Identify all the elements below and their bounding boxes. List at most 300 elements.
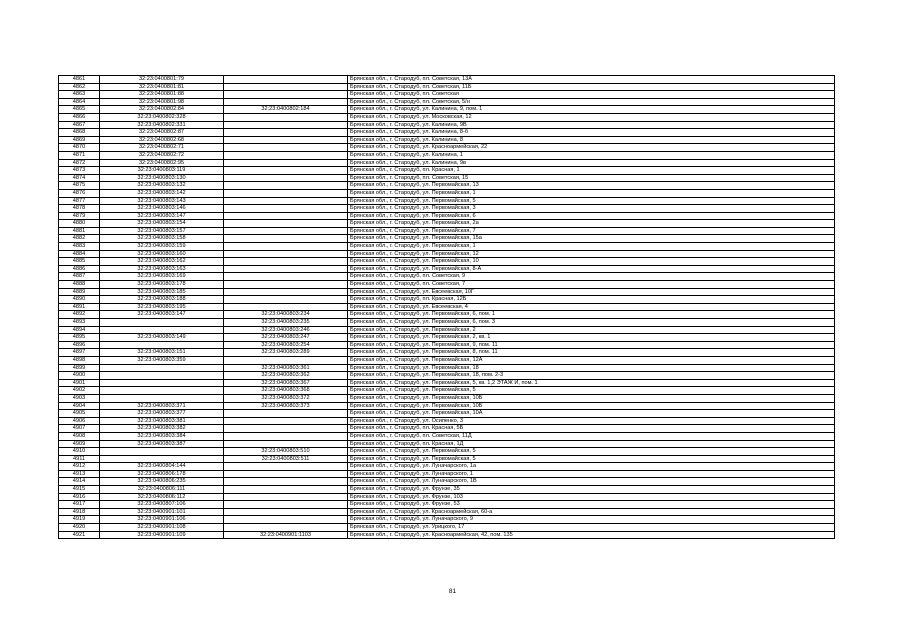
row-number-cell: 4870 — [59, 144, 100, 152]
cadastral-number-cell: 32:23:0400806:235 — [100, 478, 224, 486]
row-number-cell: 4884 — [59, 250, 100, 258]
building-number-cell — [224, 250, 348, 258]
address-cell: Брянская обл., г. Стародуб, пл. Советская, 11Б — [348, 83, 835, 91]
address-cell: Брянская обл., г. Стародуб, ул. Первомайская, 5 — [348, 387, 835, 395]
cadastral-number-cell: 32:23:0400803:185 — [100, 288, 224, 296]
cadastral-number-cell — [100, 394, 224, 402]
address-cell: Брянская обл., г. Стародуб, пл. Советская, 15 — [348, 174, 835, 182]
table-row — [59, 129, 835, 137]
address-cell: Брянская обл., г. Стародуб, ул. Первомайская, 8, пом. 11 — [348, 349, 835, 357]
address-cell: Брянская обл., г. Стародуб, ул. Красноармейская, 42, пом. 135 — [348, 531, 835, 539]
cadastral-table-body — [59, 76, 835, 539]
cadastral-number-cell: 32:23:0400802:71 — [100, 144, 224, 152]
address-cell: Брянская обл., г. Стародуб, ул. Луначарского, 1 — [348, 470, 835, 478]
cadastral-number-cell — [100, 364, 224, 372]
table-row — [59, 531, 835, 539]
address-cell: Брянская обл., г. Стародуб, ул. Первомайская, 12А — [348, 356, 835, 364]
building-number-cell — [224, 470, 348, 478]
table-row — [59, 136, 835, 144]
building-number-cell — [224, 235, 348, 243]
cadastral-number-cell — [100, 455, 224, 463]
row-number-cell: 4900 — [59, 372, 100, 380]
cadastral-number-cell: 32:23:0400804:144 — [100, 463, 224, 471]
table-row — [59, 227, 835, 235]
address-cell: Брянская обл., г. Стародуб, ул. Красноармейская, 22 — [348, 144, 835, 152]
table-row — [59, 394, 835, 402]
cadastral-number-cell — [100, 379, 224, 387]
row-number-cell: 4871 — [59, 151, 100, 159]
building-number-cell — [224, 174, 348, 182]
address-cell: Брянская обл., г. Стародуб, ул. Первомайская, 10 — [348, 258, 835, 266]
row-number-cell: 4897 — [59, 349, 100, 357]
row-number-cell: 4901 — [59, 379, 100, 387]
address-cell: Брянская обл., г. Стародуб, ул. Калинина, 9в — [348, 159, 835, 167]
building-number-cell — [224, 167, 348, 175]
building-number-cell — [224, 182, 348, 190]
building-number-cell — [224, 113, 348, 121]
building-number-cell: 32:23:0400803:254 — [224, 341, 348, 349]
building-number-cell — [224, 432, 348, 440]
cadastral-number-cell: 32:23:0400801:88 — [100, 91, 224, 99]
cadastral-number-cell: 32:23:0400803:377 — [100, 410, 224, 418]
building-number-cell — [224, 296, 348, 304]
address-cell: Брянская обл., г. Стародуб, пл. Советская, 11Д — [348, 432, 835, 440]
address-cell: Брянская обл., г. Стародуб, ул. Московская, 12 — [348, 113, 835, 121]
table-row — [59, 296, 835, 304]
building-number-cell — [224, 417, 348, 425]
table-row — [59, 341, 835, 349]
row-number-cell: 4898 — [59, 356, 100, 364]
table-row — [59, 83, 835, 91]
table-row — [59, 212, 835, 220]
table-row — [59, 76, 835, 84]
row-number-cell: 4862 — [59, 83, 100, 91]
cadastral-number-cell: 32:23:0400803:130 — [100, 174, 224, 182]
building-number-cell — [224, 501, 348, 509]
table-row — [59, 470, 835, 478]
cadastral-number-cell — [100, 372, 224, 380]
address-cell: Брянская обл., г. Стародуб, пл. Красная, 5Б — [348, 425, 835, 433]
cadastral-number-cell: 32:23:0400801:98 — [100, 98, 224, 106]
table-row — [59, 265, 835, 273]
row-number-cell: 4919 — [59, 516, 100, 524]
row-number-cell: 4914 — [59, 478, 100, 486]
row-number-cell: 4916 — [59, 493, 100, 501]
table-row — [59, 167, 835, 175]
building-number-cell — [224, 129, 348, 137]
building-number-cell: 32:23:0400803:510 — [224, 448, 348, 456]
building-number-cell — [224, 486, 348, 494]
address-cell: Брянская обл., г. Стародуб, ул. Урицкого, 17 — [348, 524, 835, 532]
cadastral-number-cell: 32:23:0400803:157 — [100, 227, 224, 235]
row-number-cell: 4894 — [59, 326, 100, 334]
row-number-cell: 4874 — [59, 174, 100, 182]
address-cell: Брянская обл., г. Стародуб, ул. Первомайская, 5 — [348, 455, 835, 463]
cadastral-number-cell: 32:23:0400901:106 — [100, 516, 224, 524]
row-number-cell: 4905 — [59, 410, 100, 418]
table-row — [59, 432, 835, 440]
row-number-cell: 4920 — [59, 524, 100, 532]
building-number-cell — [224, 508, 348, 516]
cadastral-number-cell: 32:23:0400806:112 — [100, 493, 224, 501]
row-number-cell: 4912 — [59, 463, 100, 471]
address-cell: Брянская обл., г. Стародуб, пл. Красная, 1Д — [348, 440, 835, 448]
cadastral-number-cell: 32:23:0400803:149 — [100, 334, 224, 342]
cadastral-number-cell: 32:23:0400803:154 — [100, 220, 224, 228]
cadastral-number-cell — [100, 341, 224, 349]
table-row — [59, 121, 835, 129]
address-cell: Брянская обл., г. Стародуб, пл. Красная, 1 — [348, 167, 835, 175]
address-cell: Брянская обл., г. Стародуб, ул. Луначарского, 1В — [348, 478, 835, 486]
address-cell: Брянская обл., г. Стародуб, ул. Первомайская, 5 — [348, 197, 835, 205]
cadastral-table — [58, 75, 835, 539]
table-row — [59, 303, 835, 311]
address-cell: Брянская обл., г. Стародуб, ул. Первомайская, 10Б — [348, 394, 835, 402]
table-row — [59, 144, 835, 152]
building-number-cell — [224, 425, 348, 433]
cadastral-number-cell: 32:23:0400802:72 — [100, 151, 224, 159]
building-number-cell — [224, 159, 348, 167]
address-cell: Брянская обл., г. Стародуб, ул. Первомайская, 12 — [348, 250, 835, 258]
table-row — [59, 478, 835, 486]
building-number-cell: 32:23:0400803:372 — [224, 394, 348, 402]
building-number-cell: 32:23:0400803:361 — [224, 364, 348, 372]
table-row — [59, 417, 835, 425]
row-number-cell: 4910 — [59, 448, 100, 456]
row-number-cell: 4865 — [59, 106, 100, 114]
row-number-cell: 4918 — [59, 508, 100, 516]
address-cell: Брянская обл., г. Стародуб, ул. Первомайская, 2, кв. 1 — [348, 334, 835, 342]
row-number-cell: 4891 — [59, 303, 100, 311]
cadastral-number-cell: 32:23:0400803:178 — [100, 281, 224, 289]
building-number-cell — [224, 303, 348, 311]
building-number-cell: 32:23:0400803:511 — [224, 455, 348, 463]
building-number-cell: 32:23:0400901:1103 — [224, 531, 348, 539]
row-number-cell: 4887 — [59, 273, 100, 281]
address-cell: Брянская обл., г. Стародуб, ул. Первомайская, 10А — [348, 410, 835, 418]
row-number-cell: 4867 — [59, 121, 100, 129]
cadastral-number-cell: 32:23:0400803:147 — [100, 311, 224, 319]
building-number-cell — [224, 356, 348, 364]
address-cell: Брянская обл., г. Стародуб, ул. Первомайская, 6 — [348, 212, 835, 220]
building-number-cell — [224, 227, 348, 235]
cadastral-number-cell: 32:23:0400803:195 — [100, 303, 224, 311]
row-number-cell: 4878 — [59, 205, 100, 213]
address-cell: Брянская обл., г. Стародуб, ул. Первомайская, 1 — [348, 189, 835, 197]
table-row — [59, 235, 835, 243]
table-row — [59, 524, 835, 532]
table-row — [59, 243, 835, 251]
address-cell: Брянская обл., г. Стародуб, ул. Первомайская, 2а — [348, 220, 835, 228]
cadastral-number-cell: 32:23:0400802:328 — [100, 113, 224, 121]
cadastral-number-cell: 32:23:0400802:87 — [100, 129, 224, 137]
row-number-cell: 4899 — [59, 364, 100, 372]
building-number-cell — [224, 205, 348, 213]
building-number-cell — [224, 91, 348, 99]
cadastral-number-cell: 32:23:0400806:178 — [100, 470, 224, 478]
row-number-cell: 4876 — [59, 189, 100, 197]
building-number-cell: 32:23:0400803:235 — [224, 319, 348, 327]
address-cell: Брянская обл., г. Стародуб, ул. Луначарского, 1а — [348, 463, 835, 471]
address-cell: Брянская обл., г. Стародуб, ул. Первомайская, 10Б — [348, 402, 835, 410]
row-number-cell: 4868 — [59, 129, 100, 137]
building-number-cell: 32:23:0400803:246 — [224, 326, 348, 334]
address-cell: Брянская обл., г. Стародуб, ул. Осипенко, 3 — [348, 417, 835, 425]
table-row — [59, 334, 835, 342]
cadastral-number-cell: 32:23:0400803:147 — [100, 212, 224, 220]
address-cell: Брянская обл., г. Стародуб, пл. Советская — [348, 91, 835, 99]
address-cell: Брянская обл., г. Стародуб, ул. Первомайская, 1 — [348, 243, 835, 251]
row-number-cell: 4888 — [59, 281, 100, 289]
table-row — [59, 349, 835, 357]
cadastral-number-cell: 32:23:0400806:111 — [100, 486, 224, 494]
row-number-cell: 4911 — [59, 455, 100, 463]
cadastral-number-cell: 32:23:0400803:382 — [100, 425, 224, 433]
address-cell: Брянская обл., г. Стародуб, пл. Советская, 13А — [348, 76, 835, 84]
cadastral-number-cell: 32:23:0400802:84 — [100, 106, 224, 114]
table-row — [59, 220, 835, 228]
building-number-cell — [224, 220, 348, 228]
cadastral-number-cell — [100, 448, 224, 456]
table-row — [59, 486, 835, 494]
address-cell: Брянская обл., г. Стародуб, ул. Первомайская, 18, пом. 2-3 — [348, 372, 835, 380]
cadastral-number-cell: 32:23:0400803:143 — [100, 197, 224, 205]
table-row — [59, 91, 835, 99]
table-row — [59, 174, 835, 182]
table-row — [59, 311, 835, 319]
row-number-cell: 4866 — [59, 113, 100, 121]
table-row — [59, 189, 835, 197]
building-number-cell — [224, 410, 348, 418]
row-number-cell: 4877 — [59, 197, 100, 205]
cadastral-number-cell: 32:23:0400803:384 — [100, 432, 224, 440]
table-row — [59, 151, 835, 159]
address-cell: Брянская обл., г. Стародуб, ул. Первомайская, 6, пом. 1 — [348, 311, 835, 319]
address-cell: Брянская обл., г. Стародуб, пл. Советская, 5/н — [348, 98, 835, 106]
building-number-cell — [224, 76, 348, 84]
table-row — [59, 356, 835, 364]
building-number-cell — [224, 258, 348, 266]
building-number-cell — [224, 273, 348, 281]
table-row — [59, 113, 835, 121]
cadastral-number-cell: 32:23:0400803:381 — [100, 417, 224, 425]
address-cell: Брянская обл., г. Стародуб, ул. Красноармейская, 60-а — [348, 508, 835, 516]
row-number-cell: 4880 — [59, 220, 100, 228]
row-number-cell: 4869 — [59, 136, 100, 144]
table-row — [59, 516, 835, 524]
building-number-cell — [224, 440, 348, 448]
row-number-cell: 4873 — [59, 167, 100, 175]
address-cell: Брянская обл., г. Стародуб, ул. Фрунзе, 53 — [348, 501, 835, 509]
cadastral-number-cell: 32:23:0400803:146 — [100, 205, 224, 213]
cadastral-number-cell: 32:23:0400801:81 — [100, 83, 224, 91]
cadastral-number-cell: 32:23:0400803:162 — [100, 258, 224, 266]
row-number-cell: 4915 — [59, 486, 100, 494]
table-row — [59, 501, 835, 509]
table-row — [59, 98, 835, 106]
table-row — [59, 402, 835, 410]
table-row — [59, 258, 835, 266]
cadastral-number-cell: 32:23:0400803:119 — [100, 167, 224, 175]
building-number-cell: 32:23:0400803:368 — [224, 387, 348, 395]
row-number-cell: 4903 — [59, 394, 100, 402]
cadastral-number-cell: 32:23:0400803:371 — [100, 402, 224, 410]
table-row — [59, 425, 835, 433]
table-row — [59, 455, 835, 463]
table-row — [59, 319, 835, 327]
row-number-cell: 4895 — [59, 334, 100, 342]
row-number-cell: 4879 — [59, 212, 100, 220]
row-number-cell: 4906 — [59, 417, 100, 425]
address-cell: Брянская обл., г. Стародуб, пл. Красная, 12Б — [348, 296, 835, 304]
building-number-cell: 32:23:0400803:367 — [224, 379, 348, 387]
address-cell: Брянская обл., г. Стародуб, ул. Калинина, 9, пом. 1 — [348, 106, 835, 114]
cadastral-number-cell: 32:23:0400807:106 — [100, 501, 224, 509]
cadastral-number-cell: 32:23:0400803:151 — [100, 349, 224, 357]
building-number-cell — [224, 243, 348, 251]
address-cell: Брянская обл., г. Стародуб, ул. Калинина, 9В — [348, 121, 835, 129]
address-cell: Брянская обл., г. Стародуб, ул. Первомайская, 2 — [348, 326, 835, 334]
row-number-cell: 4864 — [59, 98, 100, 106]
building-number-cell — [224, 197, 348, 205]
table-row — [59, 281, 835, 289]
address-cell: Брянская обл., г. Стародуб, ул. Евсеевская, 10Г — [348, 288, 835, 296]
cadastral-number-cell: 32:23:0400901:101 — [100, 508, 224, 516]
cadastral-number-cell — [100, 326, 224, 334]
table-row — [59, 493, 835, 501]
cadastral-number-cell: 32:23:0400801:79 — [100, 76, 224, 84]
table-row — [59, 273, 835, 281]
address-cell: Брянская обл., г. Стародуб, ул. Калинина, 8 — [348, 136, 835, 144]
building-number-cell — [224, 189, 348, 197]
building-number-cell — [224, 493, 348, 501]
row-number-cell: 4909 — [59, 440, 100, 448]
row-number-cell: 4907 — [59, 425, 100, 433]
building-number-cell — [224, 212, 348, 220]
address-cell: Брянская обл., г. Стародуб, ул. Первомайская, 5 — [348, 448, 835, 456]
row-number-cell: 4885 — [59, 258, 100, 266]
row-number-cell: 4863 — [59, 91, 100, 99]
building-number-cell: 32:23:0400802:184 — [224, 106, 348, 114]
row-number-cell: 4904 — [59, 402, 100, 410]
cadastral-number-cell: 32:23:0400803:169 — [100, 273, 224, 281]
table-row — [59, 288, 835, 296]
row-number-cell: 4881 — [59, 227, 100, 235]
row-number-cell: 4893 — [59, 319, 100, 327]
address-cell: Брянская обл., г. Стародуб, ул. Первомайская, 7 — [348, 227, 835, 235]
row-number-cell: 4889 — [59, 288, 100, 296]
address-cell: Брянская обл., г. Стародуб, ул. Первомайская, 5, кв. 1,2 ЭТАЖ И, пом. 1 — [348, 379, 835, 387]
row-number-cell: 4861 — [59, 76, 100, 84]
address-cell: Брянская обл., г. Стародуб, ул. Первомайская, 15а — [348, 235, 835, 243]
address-cell: Брянская обл., г. Стародуб, ул. Калинина, 1 — [348, 151, 835, 159]
table-row — [59, 379, 835, 387]
address-cell: Брянская обл., г. Стародуб, ул. Луначарского, 9 — [348, 516, 835, 524]
address-cell: Брянская обл., г. Стародуб, пл. Советская, 7 — [348, 281, 835, 289]
building-number-cell: 32:23:0400803:362 — [224, 372, 348, 380]
building-number-cell — [224, 524, 348, 532]
row-number-cell: 4902 — [59, 387, 100, 395]
building-number-cell: 32:23:0400803:289 — [224, 349, 348, 357]
address-cell: Брянская обл., г. Стародуб, ул. Фрунзе, 35 — [348, 486, 835, 494]
building-number-cell — [224, 478, 348, 486]
row-number-cell: 4896 — [59, 341, 100, 349]
building-number-cell — [224, 83, 348, 91]
table-row — [59, 106, 835, 114]
address-cell: Брянская обл., г. Стародуб, ул. Фрунзе, 103 — [348, 493, 835, 501]
building-number-cell — [224, 463, 348, 471]
address-cell: Брянская обл., г. Стародуб, пл. Советская, 9 — [348, 273, 835, 281]
cadastral-number-cell: 32:23:0400802:95 — [100, 159, 224, 167]
row-number-cell: 4917 — [59, 501, 100, 509]
cadastral-number-cell: 32:23:0400803:159 — [100, 243, 224, 251]
building-number-cell: 32:23:0400803:247 — [224, 334, 348, 342]
table-row — [59, 205, 835, 213]
cadastral-number-cell: 32:23:0400802:68 — [100, 136, 224, 144]
building-number-cell — [224, 98, 348, 106]
cadastral-number-cell: 32:23:0400803:163 — [100, 265, 224, 273]
address-cell: Брянская обл., г. Стародуб, ул. Евсеевская, 4 — [348, 303, 835, 311]
table-row — [59, 197, 835, 205]
cadastral-number-cell: 32:23:0400803:359 — [100, 356, 224, 364]
building-number-cell — [224, 265, 348, 273]
table-row — [59, 364, 835, 372]
row-number-cell: 4890 — [59, 296, 100, 304]
cadastral-number-cell: 32:23:0400803:188 — [100, 296, 224, 304]
cadastral-number-cell: 32:23:0400803:132 — [100, 182, 224, 190]
building-number-cell — [224, 136, 348, 144]
address-cell: Брянская обл., г. Стародуб, ул. Калинина, 8-б — [348, 129, 835, 137]
row-number-cell: 4913 — [59, 470, 100, 478]
table-row — [59, 159, 835, 167]
page-number: 81 — [448, 588, 457, 595]
table-row — [59, 410, 835, 418]
cadastral-number-cell: 32:23:0400901:108 — [100, 524, 224, 532]
cadastral-number-cell: 32:23:0400901:109 — [100, 531, 224, 539]
table-row — [59, 440, 835, 448]
building-number-cell: 32:23:0400803:234 — [224, 311, 348, 319]
row-number-cell: 4872 — [59, 159, 100, 167]
building-number-cell — [224, 288, 348, 296]
cadastral-number-cell — [100, 387, 224, 395]
building-number-cell — [224, 121, 348, 129]
building-number-cell — [224, 281, 348, 289]
building-number-cell — [224, 516, 348, 524]
building-number-cell: 32:23:0400803:373 — [224, 402, 348, 410]
row-number-cell: 4875 — [59, 182, 100, 190]
cadastral-number-cell — [100, 319, 224, 327]
address-cell: Брянская обл., г. Стародуб, ул. Первомайская, 3 — [348, 205, 835, 213]
table-row — [59, 372, 835, 380]
table-row — [59, 448, 835, 456]
table-row — [59, 326, 835, 334]
row-number-cell: 4882 — [59, 235, 100, 243]
table-row — [59, 387, 835, 395]
cadastral-number-cell: 32:23:0400803:160 — [100, 250, 224, 258]
building-number-cell — [224, 151, 348, 159]
address-cell: Брянская обл., г. Стародуб, ул. Первомайская, 8-А — [348, 265, 835, 273]
row-number-cell: 4892 — [59, 311, 100, 319]
table-row — [59, 463, 835, 471]
address-cell: Брянская обл., г. Стародуб, ул. Первомайская, 13 — [348, 182, 835, 190]
cadastral-number-cell: 32:23:0400803:158 — [100, 235, 224, 243]
address-cell: Брянская обл., г. Стародуб, ул. Первомайская, 18 — [348, 364, 835, 372]
row-number-cell: 4886 — [59, 265, 100, 273]
building-number-cell — [224, 144, 348, 152]
row-number-cell: 4921 — [59, 531, 100, 539]
row-number-cell: 4883 — [59, 243, 100, 251]
table-row — [59, 182, 835, 190]
